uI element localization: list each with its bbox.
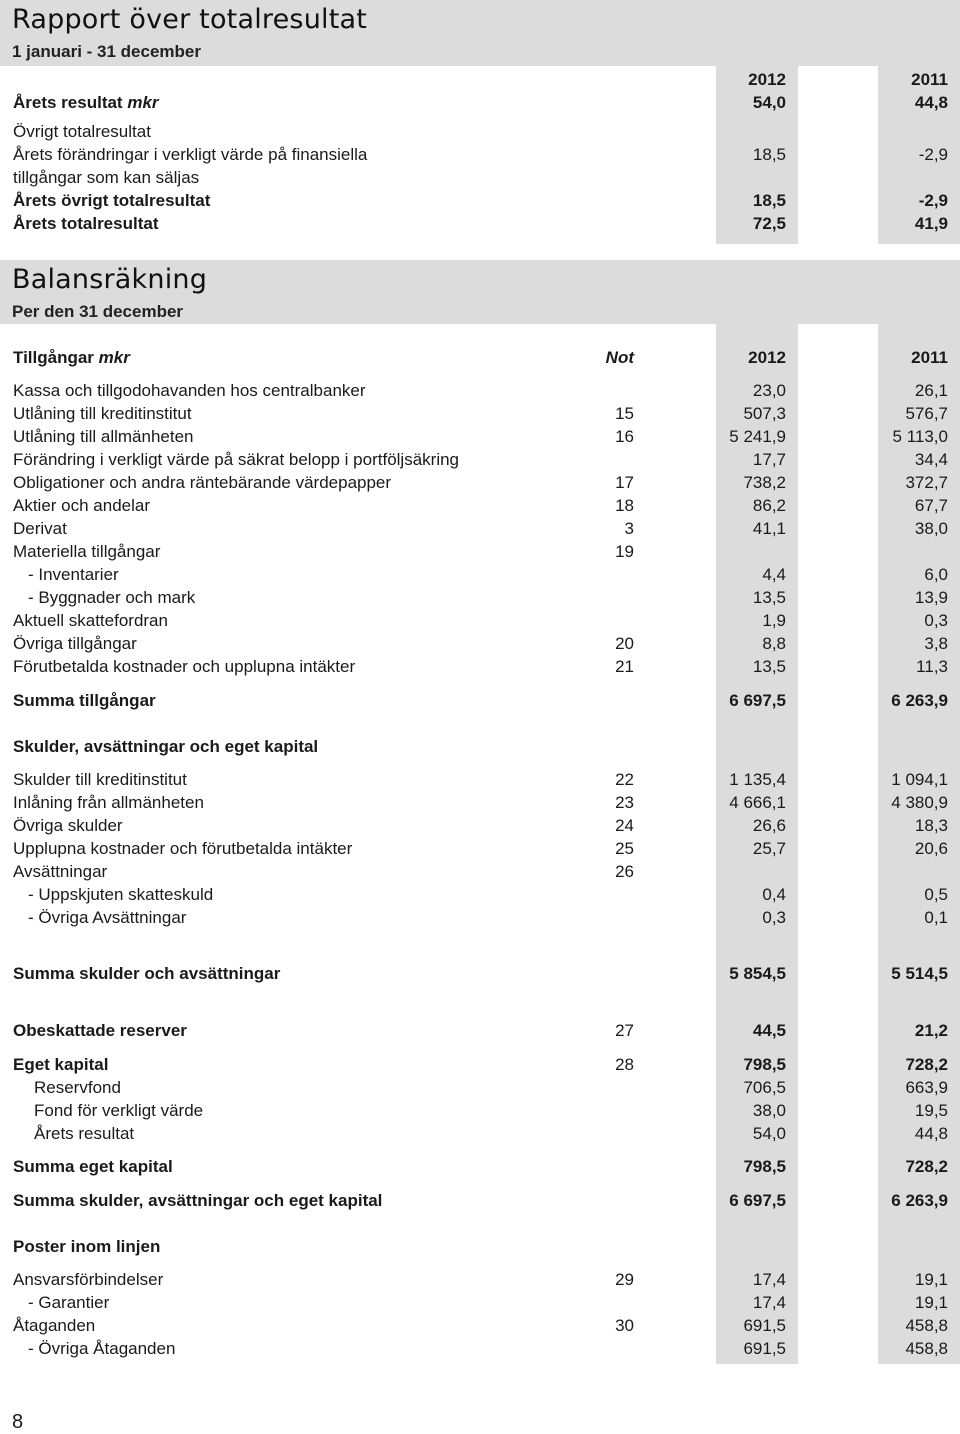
table-row bbox=[0, 586, 960, 609]
row-label: Åtaganden bbox=[13, 1316, 96, 1335]
row-label: Utlåning till kreditinstitut bbox=[13, 404, 192, 423]
row-value-2011: 13,9 bbox=[914, 588, 948, 607]
row-label: Utlåning till allmänheten bbox=[13, 427, 194, 446]
row-note: 30 bbox=[615, 1316, 634, 1335]
row-label: - Byggnader och mark bbox=[28, 588, 196, 607]
row-value-2012: 23,0 bbox=[752, 381, 786, 400]
table-row bbox=[0, 1122, 960, 1145]
row-label: - Övriga Avsättningar bbox=[28, 908, 187, 927]
table-row bbox=[0, 471, 960, 494]
row-value-2011: 19,1 bbox=[914, 1293, 948, 1312]
row-label: Inlåning från allmänheten bbox=[13, 793, 204, 812]
row-value-2011: 3,8 bbox=[924, 634, 948, 653]
row-label: Derivat bbox=[13, 519, 67, 538]
table-row bbox=[0, 655, 960, 678]
row-label: - Uppskjuten skatteskuld bbox=[28, 885, 214, 904]
row-note: 18 bbox=[615, 496, 634, 515]
untaxed-reserves-row: Obeskattade reserver 27 44,5 21,2 bbox=[13, 1021, 948, 1040]
row-value-2011: 0,5 bbox=[924, 885, 948, 904]
row-label: - Garantier bbox=[28, 1293, 110, 1312]
row-label: Kassa och tillgodohavanden hos centralbanker bbox=[13, 381, 366, 400]
row-value-2012: 691,5 bbox=[743, 1339, 786, 1358]
table-row bbox=[0, 1314, 960, 1337]
table-row bbox=[0, 609, 960, 632]
row-note: 22 bbox=[615, 770, 634, 789]
row-value-2011: 20,6 bbox=[914, 839, 948, 858]
row-value-2011: 5 113,0 bbox=[892, 427, 948, 446]
row-note: 17 bbox=[615, 473, 634, 492]
row-value-2012: 25,7 bbox=[752, 839, 786, 858]
liabilities-heading: Skulder, avsättningar och eget kapital bbox=[13, 737, 319, 756]
row-value-2012: 8,8 bbox=[762, 634, 786, 653]
equity-row: Eget kapital 28 798,5 728,2 bbox=[13, 1055, 948, 1074]
row-value-2012: 0,3 bbox=[762, 908, 786, 927]
balance-title: Balansräkning bbox=[12, 264, 208, 295]
row-label: Reservfond bbox=[34, 1078, 121, 1097]
table-row bbox=[0, 1291, 960, 1314]
row-value-2012: 13,5 bbox=[752, 588, 786, 607]
row-value-2011: 19,1 bbox=[914, 1270, 948, 1289]
table-row bbox=[0, 1099, 960, 1122]
row-note: 29 bbox=[615, 1270, 634, 1289]
year-header-row bbox=[0, 68, 960, 91]
row-value-2011: 11,3 bbox=[916, 657, 948, 676]
page-number: 8 bbox=[12, 1411, 24, 1433]
row-value-2012: 1 135,4 bbox=[729, 770, 786, 789]
row-value-2011: 6,0 bbox=[924, 565, 948, 584]
row-value-2011: 19,5 bbox=[914, 1101, 948, 1120]
row-value-2012: 13,5 bbox=[752, 657, 786, 676]
row-value-2012: 1,9 bbox=[762, 611, 786, 630]
row-value-2011: 4 380,9 bbox=[891, 793, 948, 812]
row-note: 16 bbox=[615, 427, 634, 446]
table-row bbox=[0, 517, 960, 540]
table-row bbox=[0, 768, 960, 791]
table-row bbox=[0, 860, 960, 883]
income-title: Rapport över totalresultat bbox=[12, 4, 368, 35]
row-note: 25 bbox=[615, 839, 634, 858]
row-label: - Inventarier bbox=[28, 565, 119, 584]
row-value-2012: 507,3 bbox=[743, 404, 786, 423]
row-note: 21 bbox=[615, 657, 634, 676]
equity-total-row: Summa eget kapital 798,5 728,2 bbox=[13, 1157, 948, 1176]
row-note: 24 bbox=[615, 816, 634, 835]
row-note: 20 bbox=[615, 634, 634, 653]
row-value-2012: 0,4 bbox=[762, 885, 786, 904]
offbalance-heading: Poster inom linjen bbox=[13, 1237, 161, 1256]
income-period: 1 januari - 31 december bbox=[12, 42, 201, 61]
table-row bbox=[0, 883, 960, 906]
row-value-2012: 738,2 bbox=[743, 473, 786, 492]
table-row bbox=[0, 425, 960, 448]
row-value-2012: 38,0 bbox=[752, 1101, 786, 1120]
table-row bbox=[0, 837, 960, 860]
row-label: Förändring i verkligt värde på säkrat belopp i portföljsäkring bbox=[13, 450, 460, 469]
row-value-2011: 0,1 bbox=[924, 908, 948, 927]
income-other-heading: Övrigt totalresultat bbox=[13, 122, 151, 141]
assets-label: Tillgångar mkr bbox=[13, 348, 130, 367]
row-label: Upplupna kostnader och förutbetalda intäkter bbox=[13, 839, 353, 858]
row-value-2011: 1 094,1 bbox=[891, 770, 948, 789]
table-row bbox=[0, 814, 960, 837]
row-value-2012: 54,0 bbox=[752, 1124, 786, 1143]
table-row bbox=[0, 494, 960, 517]
table-row bbox=[0, 448, 960, 471]
income-result-row: Årets resultat mkr 54,0 44,8 bbox=[13, 93, 948, 112]
row-value-2012: 86,2 bbox=[752, 496, 786, 515]
row-value-2011: 44,8 bbox=[914, 1124, 948, 1143]
table-row bbox=[0, 379, 960, 402]
income-result-label: Årets resultat mkr bbox=[13, 93, 159, 112]
table-row bbox=[0, 906, 960, 929]
row-value-2011: 0,3 bbox=[924, 611, 948, 630]
row-label: Aktuell skattefordran bbox=[13, 611, 168, 630]
assets-total-row: Summa tillgångar 6 697,5 6 263,9 bbox=[13, 691, 948, 710]
row-value-2012: 4,4 bbox=[762, 565, 786, 584]
row-value-2011: 38,0 bbox=[914, 519, 948, 538]
row-label: Aktier och andelar bbox=[13, 496, 151, 515]
row-note: 23 bbox=[615, 793, 634, 812]
row-note: 26 bbox=[615, 862, 634, 881]
note-header: Not bbox=[605, 348, 634, 367]
row-value-2011: 458,8 bbox=[905, 1339, 948, 1358]
row-label: Avsättningar bbox=[13, 862, 108, 881]
row-label: - Övriga Åtaganden bbox=[28, 1339, 176, 1358]
row-value-2011: 67,7 bbox=[914, 496, 948, 515]
row-value-2012: 17,4 bbox=[752, 1293, 786, 1312]
row-note: 3 bbox=[624, 519, 634, 538]
row-label: Övriga skulder bbox=[13, 816, 123, 835]
year-2011: 2011 bbox=[911, 70, 948, 89]
income-fv-row: Årets förändringar i verkligt värde på finansiella 18,5 -2,9 bbox=[13, 145, 948, 164]
row-label: Förutbetalda kostnader och upplupna intäkter bbox=[13, 657, 356, 676]
row-value-2012: 5 241,9 bbox=[729, 427, 786, 446]
row-note: 15 bbox=[615, 404, 634, 423]
assets-header-row: Tillgångar mkr Not 2012 2011 bbox=[13, 348, 948, 367]
balance-date: Per den 31 december bbox=[12, 302, 184, 321]
row-value-2012: 17,4 bbox=[752, 1270, 786, 1289]
row-note: 19 bbox=[615, 542, 634, 561]
row-value-2011: 26,1 bbox=[914, 381, 948, 400]
row-value-2012: 691,5 bbox=[743, 1316, 786, 1335]
grand-total-row: Summa skulder, avsättningar och eget kapital 6 697,5 6 263,9 bbox=[13, 1191, 948, 1210]
table-row bbox=[0, 791, 960, 814]
table-row bbox=[0, 1268, 960, 1291]
table-row bbox=[0, 1337, 960, 1360]
row-label: Fond för verkligt värde bbox=[34, 1101, 204, 1120]
row-label: Årets resultat bbox=[34, 1124, 135, 1143]
row-value-2011: 18,3 bbox=[914, 816, 948, 835]
table-row bbox=[0, 1076, 960, 1099]
row-value-2012: 4 666,1 bbox=[729, 793, 786, 812]
table-row bbox=[0, 563, 960, 586]
row-value-2012: 17,7 bbox=[752, 450, 786, 469]
income-fv-row-cont: tillgångar som kan säljas bbox=[13, 168, 200, 187]
row-value-2011: 372,7 bbox=[905, 473, 948, 492]
row-label: Materiella tillgångar bbox=[13, 542, 161, 561]
liabilities-total-row: Summa skulder och avsättningar 5 854,5 5 514,5 bbox=[13, 964, 948, 983]
table-row bbox=[0, 632, 960, 655]
row-label: Skulder till kreditinstitut bbox=[13, 770, 187, 789]
row-value-2011: 34,4 bbox=[914, 450, 948, 469]
income-total-row: Årets totalresultat 72,5 41,9 bbox=[13, 214, 948, 233]
row-value-2011: 576,7 bbox=[905, 404, 948, 423]
row-label: Obligationer och andra räntebärande värdepapper bbox=[13, 473, 392, 492]
table-row bbox=[0, 402, 960, 425]
year-2012: 2012 bbox=[748, 70, 786, 89]
row-label: Ansvarsförbindelser bbox=[13, 1270, 164, 1289]
row-value-2012: 706,5 bbox=[743, 1078, 786, 1097]
row-value-2011: 663,9 bbox=[905, 1078, 948, 1097]
row-value-2011: 458,8 bbox=[905, 1316, 948, 1335]
row-value-2012: 26,6 bbox=[752, 816, 786, 835]
table-row bbox=[0, 540, 960, 563]
income-other-total-row: Årets övrigt totalresultat 18,5 -2,9 bbox=[13, 191, 948, 210]
row-label: Övriga tillgångar bbox=[13, 634, 137, 653]
row-value-2012: 41,1 bbox=[752, 519, 786, 538]
